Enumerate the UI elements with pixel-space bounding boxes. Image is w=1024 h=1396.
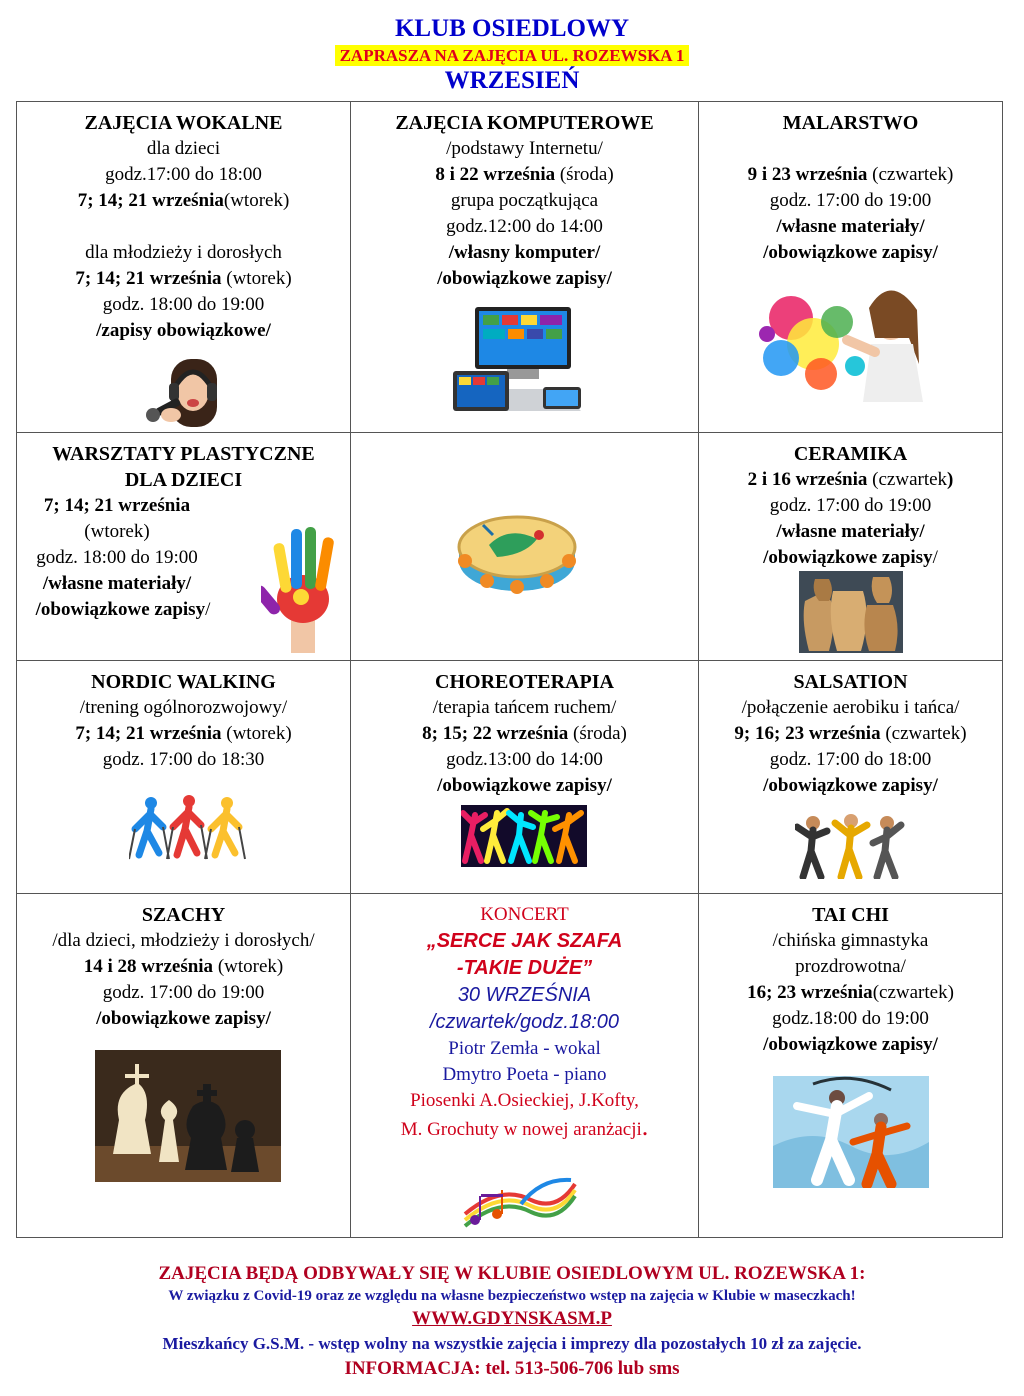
nordic-title: NORDIC WALKING: [91, 671, 276, 693]
vocal-signup: /zapisy obowiązkowe/: [96, 320, 271, 341]
vocal-line: godz. 18:00 do 19:00: [102, 294, 265, 315]
taichi-line: prozdrowotna/: [795, 956, 906, 977]
taichi-line: /chińska gimnastyka: [772, 930, 929, 951]
dancers-image: [461, 805, 587, 867]
ceramics-pots-image: [799, 571, 903, 653]
pricing-notice: Mieszkańcy G.S.M. - wstęp wolny na wszystkie zajęcia i imprezy dla pozostałych 10 zł za zajęcie.: [162, 1334, 862, 1353]
choreo-dates: 8; 15; 22 września (środa): [422, 723, 627, 744]
page-footer: [0, 1262, 1024, 1382]
computer-signup: /obowiązkowe zapisy/: [437, 268, 612, 289]
art-title: WARSZTATY PLASTYCZNE: [52, 443, 315, 465]
concert-label: KONCERT: [480, 904, 569, 925]
vocal-dates: 7; 14; 21 września(wtorek): [77, 190, 290, 211]
nordic-line: /trening ogólnorozwojowy/: [79, 697, 288, 718]
salsation-title: SALSATION: [793, 671, 908, 693]
concert-title: „SERCE JAK SZAFA: [426, 930, 623, 952]
art-title-line2: DLA DZIECI: [124, 469, 243, 491]
taichi-signup: /obowiązkowe zapisy/: [763, 1034, 938, 1055]
ceramics-title: CERAMIKA: [793, 443, 908, 465]
cell-art-workshop: [17, 433, 351, 661]
vocal-line: dla dzieci: [146, 138, 221, 159]
page-header: [0, 14, 1024, 96]
choreo-line: /terapia tańcem ruchem/: [432, 697, 617, 718]
salsation-dates: 9; 16; 23 września (czwartek): [734, 723, 967, 744]
vocal-title: ZAJĘCIA WOKALNE: [84, 112, 283, 134]
website-link[interactable]: WWW.GDYNSKASM.P: [412, 1308, 612, 1329]
cell-concert: [351, 894, 699, 1238]
choreo-hours: godz.13:00 do 14:00: [446, 749, 603, 770]
vocal-line: dla młodzieży i dorosłych: [85, 242, 282, 263]
concert-time: /czwartek/godz.18:00: [430, 1011, 619, 1033]
chess-title: SZACHY: [141, 904, 226, 926]
cell-vocal: [17, 102, 351, 433]
vocal-line: godz.17:00 do 18:00: [105, 164, 262, 185]
cell-choreotherapy: [351, 661, 699, 894]
painting-dates: 9 i 23 września (czwartek): [747, 164, 954, 185]
ceramics-dates: 2 i 16 września (czwartek): [747, 469, 954, 490]
chess-pieces-image: [95, 1050, 281, 1182]
salsation-signup: /obowiązkowe zapisy/: [763, 775, 938, 796]
choreo-title: CHOREOTERAPIA: [435, 671, 614, 693]
painting-signup: /obowiązkowe zapisy/: [763, 242, 938, 263]
venue-notice: ZAJĘCIA BĘDĄ ODBYWAŁY SIĘ W KLUBIE OSIEDLOWYM UL. ROZEWSKA 1:: [158, 1263, 866, 1284]
cell-chess: [17, 894, 351, 1238]
concert-performer: Piotr Zemła - wokal: [448, 1038, 601, 1059]
cell-painting: [699, 102, 1003, 433]
choreo-signup: /obowiązkowe zapisy/: [437, 775, 612, 796]
nordic-walkers-image: [129, 795, 253, 861]
painting-line: godz. 17:00 do 19:00: [769, 190, 932, 211]
cell-computer: [351, 102, 699, 433]
chess-signup: /obowiązkowe zapisy/: [96, 1008, 271, 1029]
painting-materials: /własne materiały/: [776, 216, 925, 237]
taichi-dates: 16; 23 września(czwartek): [747, 982, 954, 1003]
singer-image: [131, 357, 231, 429]
tambourine-image: [453, 505, 581, 597]
salsation-line: /połączenie aerobiku i tańca/: [741, 697, 960, 718]
ceramics-signup: /obowiązkowe zapisy/: [763, 547, 938, 568]
painted-hand-image: [261, 521, 345, 653]
computer-line: grupa początkująca: [450, 190, 599, 211]
computer-own-pc: /własny komputer/: [448, 242, 601, 263]
salsation-hours: godz. 17:00 do 18:00: [769, 749, 932, 770]
taichi-hours: godz.18:00 do 19:00: [772, 1008, 929, 1029]
computer-title: ZAJĘCIA KOMPUTEROWE: [395, 112, 654, 134]
painting-splash-image: [751, 278, 939, 402]
chess-line: /dla dzieci, młodzieży i dorosłych/: [52, 930, 315, 951]
computer-line: /podstawy Internetu/: [446, 138, 603, 159]
cell-nordic-walking: [17, 661, 351, 894]
computer-line: godz.12:00 do 14:00: [446, 216, 603, 237]
cell-tambourine: [351, 433, 699, 661]
art-hours: godz. 18:00 do 19:00: [36, 547, 198, 568]
taichi-title: TAI CHI: [812, 904, 889, 926]
art-day: (wtorek): [84, 521, 150, 542]
cell-ceramics: [699, 433, 1003, 661]
ceramics-hours: godz. 17:00 do 19:00: [769, 495, 932, 516]
nordic-hours: godz. 17:00 do 18:30: [102, 749, 265, 770]
computer-devices-image: [447, 307, 587, 419]
vocal-dates: 7; 14; 21 września (wtorek): [75, 268, 292, 289]
tai-chi-image: [773, 1076, 929, 1188]
month-title: WRZESIEŃ: [444, 67, 580, 94]
concert-songs-line2: M. Grochuty w nowej aranżacji.: [400, 1112, 649, 1141]
cell-tai-chi: [699, 894, 1003, 1238]
covid-notice: W związku z Covid-19 oraz ze względu na własne bezpieczeństwo wstęp na zajęcia w Klubie w maseczkach!: [168, 1288, 856, 1304]
ceramics-materials: /własne materiały/: [776, 521, 925, 542]
club-title: KLUB OSIEDLOWY: [394, 15, 630, 42]
art-signup: /obowiązkowe zapisy/: [35, 599, 211, 620]
painting-title: MALARSTWO: [782, 112, 919, 134]
music-notes-image: [461, 1174, 579, 1230]
nordic-dates: 7; 14; 21 września (wtorek): [75, 723, 292, 744]
art-dates: 7; 14; 21 września: [43, 495, 191, 516]
chess-hours: godz. 17:00 do 19:00: [102, 982, 265, 1003]
chess-dates: 14 i 28 września (wtorek): [83, 956, 284, 977]
concert-date: 30 WRZEŚNIA: [457, 984, 592, 1006]
contact-info: INFORMACJA: tel. 513-506-706 lub sms: [344, 1358, 680, 1379]
concert-title-line2: -TAKIE DUŻE”: [456, 957, 593, 979]
art-materials: /własne materiały/: [42, 573, 192, 594]
schedule-table: [16, 101, 1003, 1238]
cell-salsation: [699, 661, 1003, 894]
invite-banner: ZAPRASZA NA ZAJĘCIA UL. ROZEWSKA 1: [335, 45, 690, 66]
concert-performer: Dmytro Poeta - piano: [442, 1064, 607, 1085]
concert-songs: Piosenki A.Osieckiej, J.Kofty,: [410, 1090, 639, 1111]
computer-dates: 8 i 22 września (środa): [435, 164, 614, 185]
salsation-dancers-image: [795, 813, 905, 879]
